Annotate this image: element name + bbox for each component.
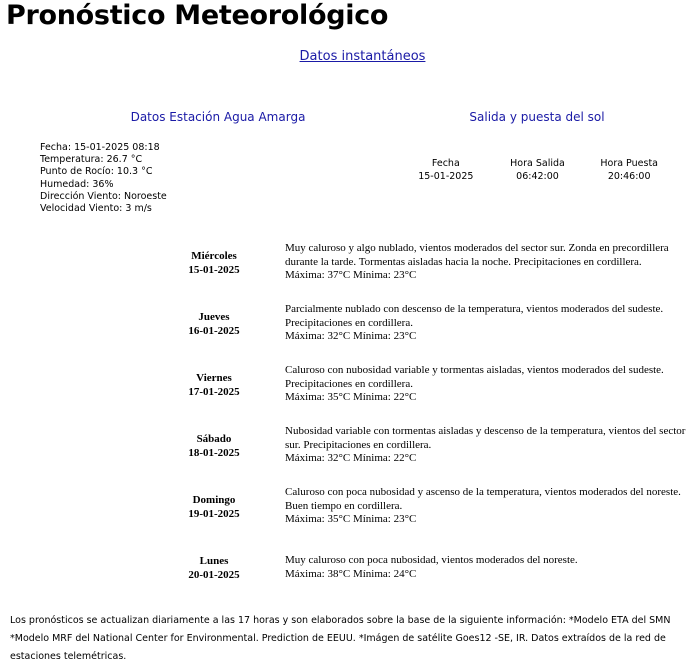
forecast-description bbox=[285, 364, 695, 405]
sun-col-value: 15-01-2025 bbox=[418, 170, 474, 182]
forecast-text: Nubosidad variable con tormentas aisladas y descenso de la temperatura, vientos del sector sur. Precipitaciones en cordillera. bbox=[285, 425, 686, 451]
forecast-row bbox=[170, 354, 695, 415]
station-temperature: Temperatura: 26.7 °C bbox=[40, 154, 143, 166]
forecast-date: 15-01-2025 bbox=[188, 263, 240, 276]
forecast-day bbox=[170, 310, 258, 338]
forecast-day bbox=[170, 493, 258, 521]
forecast-row bbox=[170, 232, 695, 293]
station-header: Datos Estación Agua Amarga bbox=[130, 110, 306, 124]
forecast-description bbox=[285, 242, 695, 283]
forecast-description bbox=[285, 486, 695, 527]
forecast-description bbox=[285, 425, 695, 466]
station-wind-speed: Velocidad Viento: 3 m/s bbox=[40, 203, 152, 215]
station-wind-direction: Dirección Viento: Noroeste bbox=[40, 190, 167, 202]
forecast-day bbox=[170, 432, 258, 460]
forecast-day-name: Domingo bbox=[192, 493, 236, 506]
station-info bbox=[40, 142, 167, 215]
forecast-date: 16-01-2025 bbox=[188, 324, 240, 337]
sun-col-label: Hora Puesta bbox=[600, 158, 658, 169]
sun-table bbox=[400, 158, 675, 183]
sun-col-date bbox=[400, 158, 492, 183]
forecast-description bbox=[285, 303, 695, 344]
forecast-date: 17-01-2025 bbox=[188, 385, 240, 398]
forecast-text: Muy caluroso con poca nubosidad, vientos moderados del noreste. bbox=[285, 554, 578, 566]
sun-col-value: 06:42:00 bbox=[516, 170, 559, 182]
forecast-temps: Máxima: 37°C Mínima: 23°C bbox=[285, 269, 417, 282]
forecast-temps: Máxima: 32°C Mínima: 22°C bbox=[285, 452, 417, 465]
forecast-text: Muy caluroso y algo nublado, vientos moderados del sector sur. Zonda en precordillera durante la tarde. Tormentas aisladas hacia la noche. Precipitaciones en cordillera. bbox=[285, 242, 669, 268]
forecast-text: Caluroso con nubosidad variable y tormentas aisladas, vientos moderados del sudeste. Precipitaciones en cordillera. bbox=[285, 364, 664, 390]
forecast-temps: Máxima: 35°C Mínima: 23°C bbox=[285, 513, 417, 526]
forecast-day-name: Sábado bbox=[196, 432, 232, 445]
sun-col-sunrise bbox=[492, 158, 584, 183]
forecast-day-name: Jueves bbox=[198, 310, 230, 323]
forecast-row bbox=[170, 476, 695, 537]
sun-col-sunset bbox=[583, 158, 675, 183]
forecast-day-name: Lunes bbox=[199, 554, 229, 567]
forecast-day bbox=[170, 249, 258, 277]
forecast-date: 20-01-2025 bbox=[188, 568, 240, 581]
page-title: Pronóstico Meteorológico bbox=[6, 0, 389, 31]
station-humidity: Humedad: 36% bbox=[40, 178, 114, 190]
forecast-row bbox=[170, 537, 695, 598]
sun-header: Salida y puesta del sol bbox=[469, 110, 605, 124]
forecast-temps: Máxima: 35°C Mínima: 22°C bbox=[285, 391, 417, 404]
station-dew-point: Punto de Rocío: 10.3 °C bbox=[40, 166, 153, 178]
forecast-date: 18-01-2025 bbox=[188, 446, 240, 459]
forecast-temps: Máxima: 38°C Mínima: 24°C bbox=[285, 567, 417, 580]
footer-note: Los pronósticos se actualizan diariamente a las 17 horas y son elaborados sobre la base de la siguiente información: *Modelo ETA del SMN *Modelo MRF del National Center for Environmental. Prediction de EEUU. *Imágen de satélite Goes12 -SE, IR. Datos extraídos de la red de estaciones telemétricas. bbox=[10, 615, 671, 662]
sun-col-value: 20:46:00 bbox=[607, 170, 651, 182]
forecast-date: 19-01-2025 bbox=[188, 507, 240, 520]
forecast-description bbox=[285, 554, 695, 581]
sun-col-label: Fecha bbox=[431, 158, 460, 169]
forecast-text: Caluroso con poca nubosidad y ascenso de la temperatura, vientos moderados del noreste. Buen tiempo en cordillera. bbox=[285, 486, 681, 512]
forecast-row bbox=[170, 415, 695, 476]
forecast-row bbox=[170, 293, 695, 354]
forecast-temps: Máxima: 32°C Mínima: 23°C bbox=[285, 330, 417, 343]
forecast-day-name: Viernes bbox=[196, 371, 232, 384]
forecast-day bbox=[170, 554, 258, 582]
forecast-text: Parcialmente nublado con descenso de la temperatura, vientos moderados del sudeste. Precipitaciones en cordillera. bbox=[285, 303, 664, 329]
forecast-day-name: Miércoles bbox=[191, 249, 237, 262]
forecast-day bbox=[170, 371, 258, 399]
instant-data-link[interactable]: Datos instantáneos bbox=[299, 49, 426, 64]
forecast-list bbox=[170, 232, 695, 598]
station-date: Fecha: 15-01-2025 08:18 bbox=[40, 142, 160, 153]
sun-col-label: Hora Salida bbox=[510, 158, 565, 169]
